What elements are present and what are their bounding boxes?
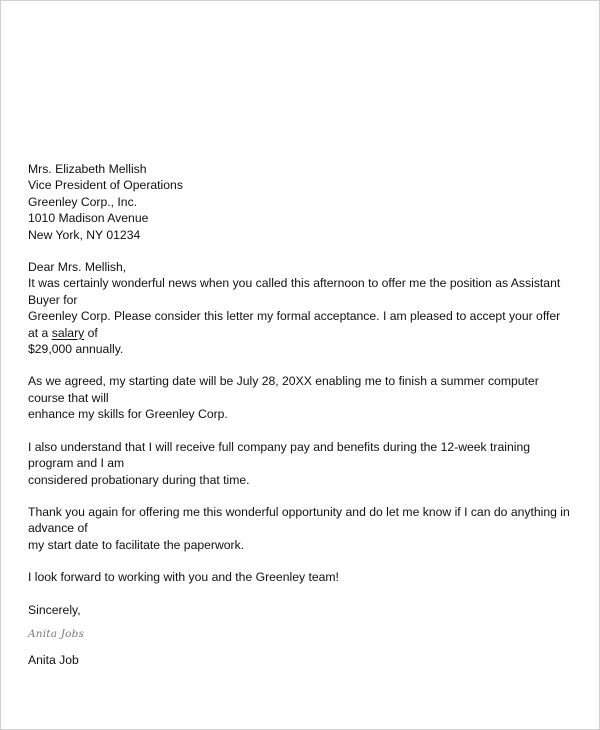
paragraph-line: considered probationary during that time. <box>28 472 250 487</box>
paragraph-line: Thank you again for offering me this wonderful opportunity and do let me know if I can do anything in advance of <box>28 504 570 536</box>
sender-name: Anita Job <box>28 653 79 668</box>
paragraph-start-date <box>28 373 573 422</box>
paragraph-line: I also understand that I will receive full company pay and benefits during the 12-week training program and I am <box>28 439 531 471</box>
recipient-title: Vice President of Operations <box>28 178 183 193</box>
paragraph-text: Greenley Corp. Please consider this letter my formal acceptance. I am pleased to accept your offer at a <box>28 309 561 340</box>
recipient-address <box>28 161 573 243</box>
letter-body <box>28 161 573 669</box>
paragraph-line: my start date to facilitate the paperwork. <box>28 537 245 552</box>
paragraph-text: of <box>84 325 98 340</box>
recipient-city: New York, NY 01234 <box>28 227 141 242</box>
paragraph-thanks <box>28 504 573 553</box>
recipient-company: Greenley Corp., Inc. <box>28 194 138 209</box>
paragraph-line: $29,000 annually. <box>28 342 124 357</box>
paragraph-acceptance <box>28 275 573 357</box>
paragraph-line: It was certainly wonderful news when you called this afternoon to offer me the position as Assistant Buyer for <box>28 276 561 307</box>
recipient-name: Mrs. Elizabeth Mellish <box>28 162 147 176</box>
paragraph-closing-remark: I look forward to working with you and the Greenley team! <box>28 570 339 585</box>
salutation: Dear Mrs. Mellish, <box>28 260 127 275</box>
recipient-street: 1010 Madison Avenue <box>28 211 149 226</box>
paragraph-line <box>28 308 573 341</box>
paragraph-line: enhance my skills for Greenley Corp. <box>28 407 228 422</box>
closing: Sincerely, <box>28 602 81 617</box>
paragraph-line: As we agreed, my starting date will be July 28, 20XX enabling me to finish a summer computer course that will <box>28 374 539 405</box>
salary-link[interactable]: salary <box>51 325 85 340</box>
paragraph-benefits <box>28 439 573 488</box>
handwritten-signature: Anita Jobs <box>28 627 85 640</box>
